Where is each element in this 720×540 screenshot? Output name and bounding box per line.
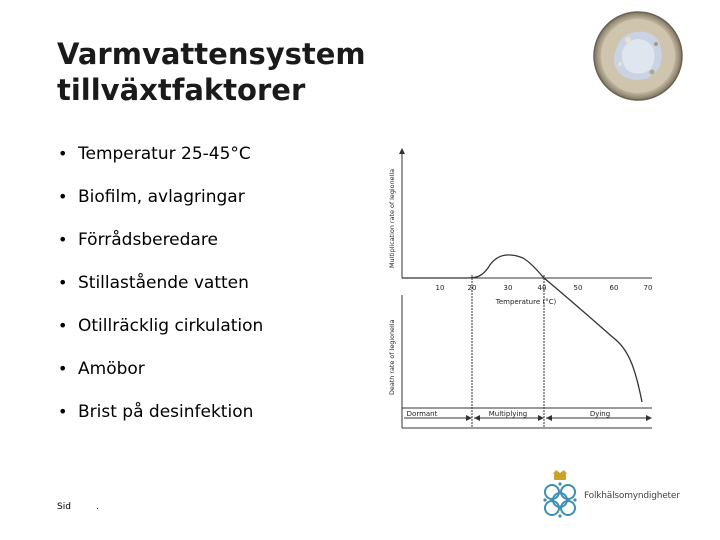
bullet-item: • Förrådsberedare [58, 226, 263, 269]
crown-logo-icon [536, 470, 584, 522]
title-line-2: tillväxtfaktorer [57, 73, 306, 107]
zone-label-dormant: Dormant [406, 410, 438, 418]
y-axis-label-top: Multiplication rate of legionella [388, 168, 396, 268]
zone-label-multiplying: Multiplying [488, 410, 528, 418]
x-axis-label: Temperature (°C) [495, 298, 557, 306]
x-tick-label: 50 [573, 284, 583, 292]
growth-curve [402, 255, 642, 402]
legionella-temperature-diagram [378, 140, 668, 440]
footer-page-label: Sid [57, 502, 71, 512]
zone-label-dying: Dying [589, 410, 611, 418]
footer-page-value: . [96, 502, 99, 512]
organization-name: Folkhälsomyndigheter [584, 491, 680, 501]
x-tick-label: 30 [503, 284, 513, 292]
x-tick-label: 60 [609, 284, 619, 292]
bullet-item: • Biofilm, avlagringar [58, 183, 263, 226]
bullet-item: • Temperatur 25-45°C [58, 140, 263, 183]
y-axis-label-bottom: Death rate of legionella [388, 319, 396, 395]
bullet-item: • Brist på desinfektion [58, 398, 263, 441]
x-tick-label: 10 [435, 284, 445, 292]
title-line-1: Varmvattensystem [57, 37, 366, 71]
page-title [57, 36, 377, 108]
x-tick-label: 40 [537, 284, 547, 292]
bullet-item: • Otillräcklig cirkulation [58, 312, 263, 355]
bullet-item: • Stillastående vatten [58, 269, 263, 312]
x-tick-label: 70 [643, 284, 653, 292]
bullet-list [58, 140, 263, 441]
pipe-cross-section-image [592, 10, 684, 102]
x-tick-label: 20 [467, 284, 477, 292]
bullet-item: • Amöbor [58, 355, 263, 398]
